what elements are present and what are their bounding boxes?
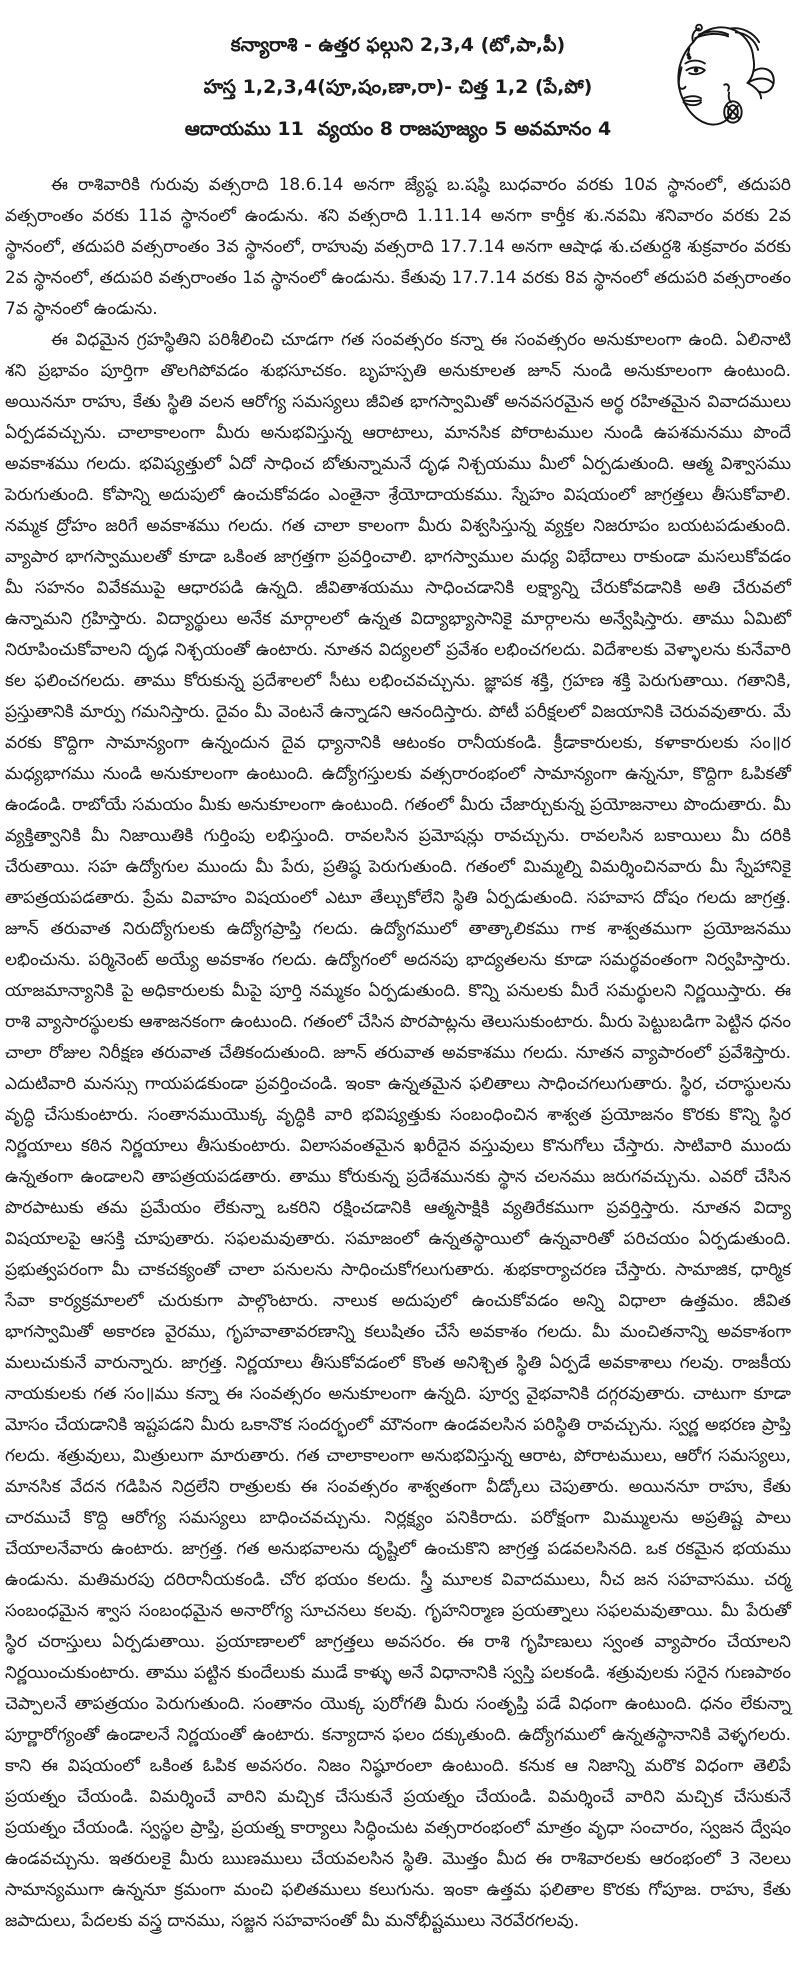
header-nakshatra-line: హస్త 1,2,3,4(పూ,షం,ణా,రా)- చిత్త 1,2 (పే,పో) — [203, 76, 593, 98]
virgo-maiden-illustration — [635, 20, 795, 138]
header-rashi-title: కన్యారాశి - ఉత్తర ఫల్గుని 2,3,4 (టో,పా,పీ) — [230, 34, 566, 56]
horoscope-body — [5, 170, 791, 1937]
body-paragraph-predictions: ఈ విధమైన గ్రహస్థితిని పరిశీలించి చూడగా గత సంవత్సరం కన్నా ఈ సంవత్సరం అనుకూలంగా ఉంది. ఏలినాటి శని ప్రభావం పూర్తిగా తొలగిపోవడం శుభసూచకం. బృహస్పతి అనుకూలత జూన్ నుండి అనుకూలంగా ఉంటుంది. అయిననూ రాహు, కేతు స్థితి వలన ఆరోగ్య సమస్యలు జీవిత భాగస్వామితో అనవసరమైన అర్థ రహితమైన వివాదములు ఏర్పడవచ్చును. చాలాకాలంగా మీరు అనుభవిస్తున్న ఆరాటాలు, మానసిక పోరాటముల నుండి ఉపశమనము పొందే అవకాశము గలదు. భవిష్యత్తులో ఏదో సాధించ బోతున్నామనే దృఢ నిశ్చయము మీలో ఏర్పడుతుంది. ఆత్మ విశ్వాసము పెరుగుతుంది. కోపాన్ని అదుపులో ఉంచుకోవడం ఎంతైనా శ్రేయోదాయకము. స్నేహం విషయంలో జాగ్రత్తలు తీసుకోవాలి. నమ్మక ద్రోహం జరిగే అవకాశము గలదు. గత చాలా కాలంగా మీరు విశ్వసిస్తున్న వ్యక్తల నిజరూపం బయటపడుతుంది. వ్యాపార భాగస్వాములతో కూడా ఒకింత జాగ్రత్తగా ప్రవర్తించాలి. భాగస్వాముల మధ్య విభేదాలు రాకుండా మసలుకోవడం మీ సహనం వివేకముపై ఆధారపడి ఉన్నది. జీవితాశయము సాధించడానికి లక్ష్యాన్ని చేరుకోవడానికి అతి చేరువలో ఉన్నామని గ్రహిస్తారు. విద్యార్థులు అనేక మార్గాలలో ఉన్నత విద్యాభ్యాసానికై మార్గాలను అన్వేషిస్తారు. తాము ఏమిటో నిరూపించుకోవాలని దృఢ నిశ్చయంతో ఉంటారు. నూతన విద్యలలో ప్రవేశం లభించగలదు. విదేశాలకు వెళ్ళాలను కునేవారి కల ఫలించగలదు. తాము కోరుకున్న ప్రదేశాలలో సీటు లభించవచ్చును. జ్ఞాపక శక్తి, గ్రహణ శక్తి పెరుగుతాయి. గతానికి, ప్రస్తుతానికి మార్పు గమనిస్తారు. దైవం మీ వెంటనే ఉన్నాడని ఆనందిస్తారు. పోటీ పరీక్షలలో విజయానికి చెరువవుతారు. మే వరకు కొద్దిగా సామాన్యంగా ఉన్నందున దైవ ధ్యానానికి ఆటంకం రానీయకండి. క్రీడాకారులకు, కళాకారులకు సం॥ర మధ్యభాగము నుండి అనుకూలంగా ఉంటుంది. ఉద్యోగస్తులకు వత్సరారంభంలో సామాన్యంగా ఉన్ననూ, కొద్దిగా ఓపికతో ఉండండి. రాబోయే సమయం మీకు అనుకూలంగా ఉంటుంది. గతంలో మీరు చేజార్చుకున్న ప్రయోజనాలు పొందుతారు. మీ వ్యక్తిత్వానికి మీ నిజాయితికి గుర్తింపు లభిస్తుంది. రావలసిన ప్రమోషన్లు రావచ్చును. రావలసిన బకాయిలు మీ దరికి చేరుతాయి. సహ ఉద్యోగుల ముందు మీ పేరు, ప్రతిష్ఠ పెరుగుతుంది. గతంలో మిమ్మల్ని విమర్శించినవారు మీ స్నేహానికై తాపత్రయపడతారు. ప్రేమ వివాహం విషయంలో ఎటూ తేల్చుకోలేని స్థితి ఏర్పడుతుంది. సహవాస దోషం గలదు జాగ్రత్త. జూన్ తరువాత నిరుద్యోగులకు ఉద్యోగప్రాప్తి గలదు. ఉద్యోగములో తాత్కాలికము గాక శాశ్వతముగా ప్రయోజనము లభించును. పర్మినెంట్ అయ్యే అవకాశం గలదు. ఉద్యోగంలో అదనపు భాద్యతలను కూడా సమర్థవంతంగా నిర్వహిస్తారు. యాజమాన్యానికి పై అధికారులకు మీపై పూర్తి నమ్మకం ఏర్పడుతుంది. కొన్ని పనులకు మీరే సమర్థులని నిర్ణయిస్తారు. ఈ రాశి వ్యాసారస్థులకు ఆశాజనకంగా ఉంటుంది. గతంలో చేసిన పొరపాట్లను తెలుసుకుంటారు. మీరు పెట్టుబడిగా పెట్టిన ధనం చాలా రోజుల నిరీక్షణ తరువాత చేతికందుతుంది. జూన్ తరువాత అవకాశము గలదు. నూతన వ్యాపారంలో ప్రవేశిస్తారు. ఎదుటివారి మనస్సు గాయపడకుండా ప్రవర్తించండి. ఇంకా ఉన్నతమైన ఫలితాలు సాధించగలుగుతారు. స్థిర, చరాస్థులను వృద్ధి చేసుకుంటారు. సంతానముయొక్క వృద్ధికి వారి భవిష్యత్తుకు సంబంధించిన శాశ్వత ప్రయోజనం కొరకు కొన్ని స్థిర నిర్ణయాలు కఠిన నిర్ణయాలు తీసుకుంటారు. విలాసవంతమైన ఖరీదైన వస్తువులు కొనుగోలు చేస్తారు. సాటివారి ముందు ఉన్నతంగా ఉండాలని తాపత్రయపడతారు. తాము కోరుకున్న ప్రదేశమునకు స్థాన చలనము జరుగవచ్చును. ఎవరో చేసిన పొరపాటుకు తమ ప్రమేయం లేకున్నా ఒకరిని రక్షించడానికి ఆత్మసాక్షికి వ్యతిరేకముగా ప్రవర్తిస్తారు. నూతన విద్యా విషయాలపై ఆసక్తి చూపుతారు. సఫలమవుతారు. సమాజంలో ఉన్నతస్థాయిలో ఉన్నవారితో పరిచయం ఏర్పడుతుంది. ప్రభుత్వపరంగా మీ చాకచక్యంతో చాలా పనులను సాధించుకోగలుగుతారు. శుభకార్యాచరణ చేస్తారు. సామాజిక, ధార్మిక సేవా కార్యక్రమాలలో చురుకుగా పాల్గొంటారు. నాలుక అదుపులో ఉంచుకోవడం అన్ని విధాలా ఉత్తమం. జీవిత భాగస్వామితో అకారణ వైరము, గృహవాతావరణాన్ని కలుషితం చేసే అవకాశం గలదు. మీ మంచితనాన్ని అవకాశంగా మలుచుకునే వారున్నారు. జాగ్రత్త. నిర్ణయాలు తీసుకోవడంలో కొంత అనిశ్చిత స్థితి ఏర్పడే అవకాశాలు గలవు. రాజకీయ నాయకులకు గత సం॥ము కన్నా ఈ సంవత్సరం అనుకూలంగా ఉన్నది. పూర్వ వైభవానికి దగ్గరవుతారు. చాటుగా కూడా మోసం చేయడానికి ఇష్టపడని మీరు ఒకానొక సందర్భంలో మౌనంగా ఉండవలసిన పరిస్థితి రావచ్చును. స్వర్ణ అభరణ ప్రాప్తి గలదు. శత్రువులు, మిత్రులుగా మారుతారు. గత చాలాకాలంగా అనుభవిస్తున్న ఆరాట, పోరాటములు, ఆరోగ సమస్యలు, మానసిక వేదన గడిపిన నిద్రలేని రాత్రులకు ఈ సంవత్సరం శాశ్వతంగా వీడ్కోలు చెపుతారు. అయిననూ రాహు, కేతు చారముచే కొద్ది ఆరోగ్య సమస్యలు బాధించవచ్చును. నిర్లక్ష్యం పనికిరాదు. పరోక్షంగా మిమ్ములను అప్రతిష్ట పాలు చేయాలనేవారు ఉంటారు. జాగ్రత్త. గత అనుభవాలను దృష్టిలో ఉంచుకొని జాగ్రత్త పడవలసినది. ఒక రకమైన భయము ఉండును. మతిమరపు దరిరానీయకండి. చోర భయం కలదు. స్త్రీ మూలక వివాదములు, నీచ జన సహవాసము. చర్మ సంబంధమైన శ్వాస సంబంధమైన అనారోగ్య సూచనలు కలవు. గృహనిర్మాణ ప్రయత్నాలు సఫలమవుతాయి. మీ పేరుతో స్థిర చరాస్తులు ఏర్పడుతాయి. ప్రయాణాలలో జాగ్రత్తలు అవసరం. ఈ రాశి గృహిణులు స్వంత వ్యాపారం చేయాలని నిర్ణయించుకుంటారు. తాము పట్టిన కుందేలుకు ముడే కాళ్ళు అనే విధానానికి స్వస్తి పలకండి. శత్రువులకు సరైన గుణపాఠం చెప్పాలనే తాపత్రయం పెరుగుతుంది. సంతానం యొక్క పురోగతి మీరు సంతృప్తి పడే విధంగా ఉంటుంది. ధనం లేకున్నా పూర్ణారోగ్యంతో ఉండాలనే నిర్ణయంతో ఉంటారు. కన్యాదాన ఫలం దక్కుతుంది. ఉద్యోగములో ఉన్నతస్థానానికి వెళ్ళగలరు. కాని ఈ విషయంలో ఒకింత ఓపిక అవసరం. నిజం నిష్ఠూరంలా ఉంటుంది. కనుక ఆ నిజాన్ని మరొక విధంగా తెలిపే ప్రయత్నం చేయండి. విమర్శించే వారిని మచ్చిక చేసుకునే ప్రయత్నం చేయండి. విమర్శించే వారిని మచ్చిక చేసుకునే ప్రయత్నం చేయండి. స్వస్థల ప్రాప్తి, ప్రయత్న కార్యాలు సిద్ధించుట వత్సరారంభంలో మాత్రం వృధా సంచారం, స్వజన ద్వేషం ఉండవచ్చును. ఇతరులకై మీరు ఋణములు చేయవలసిన స్థితి. మొత్తం మీద ఈ రాశివారలకు ఆరంభంలో 3 నెలలు సామాన్యముగా ఉన్ననూ క్రమంగా మంచి ఫలితములు కలుగును. ఇంకా ఉత్తమ ఫలితాల కొరకు గోపూజ. రాహు, కేతు జపాదులు, పేదలకు వస్త్ర దానము, సజ్జన సహవాసంతో మీ మనోభీష్టములు నెరవేరగలవు. — [5, 330, 791, 1931]
body-paragraph-planet-positions: ఈ రాశివారికి గురువు వత్సరాది 18.6.14 అనగా జ్యేష్ఠ బ.షష్ఠి బుధవారం వరకు 10వ స్థానంలో, తదుపరి వత్సరాంతం వరకు 11వ స్థానంలో ఉండును. శని వత్సరాది 1.11.14 అనగా కార్తీక శు.నవమి శనివారం వరకు 2వ స్థానంలో, తదుపరి వత్సరాంతం 3వ స్థానంలో, రాహువు వత్సరాది 17.7.14 అనగా ఆషాఢ శు.చతుర్దశి శుక్రవారం వరకు 2వ స్థానంలో, తదుపరి వత్సరాంతం 1వ స్థానంలో ఉండును. కేతువు 17.7.14 వరకు 8వ స్థానంలో తదుపరి వత్సరాంతం 7వ స్థానంలో ఉండును. — [5, 175, 791, 319]
woman-face-icon — [635, 20, 795, 138]
header-income-expense-line: ఆదాయము 11 వ్యయం 8 రాజపూజ్యం 5 అవమానం 4 — [184, 118, 612, 140]
